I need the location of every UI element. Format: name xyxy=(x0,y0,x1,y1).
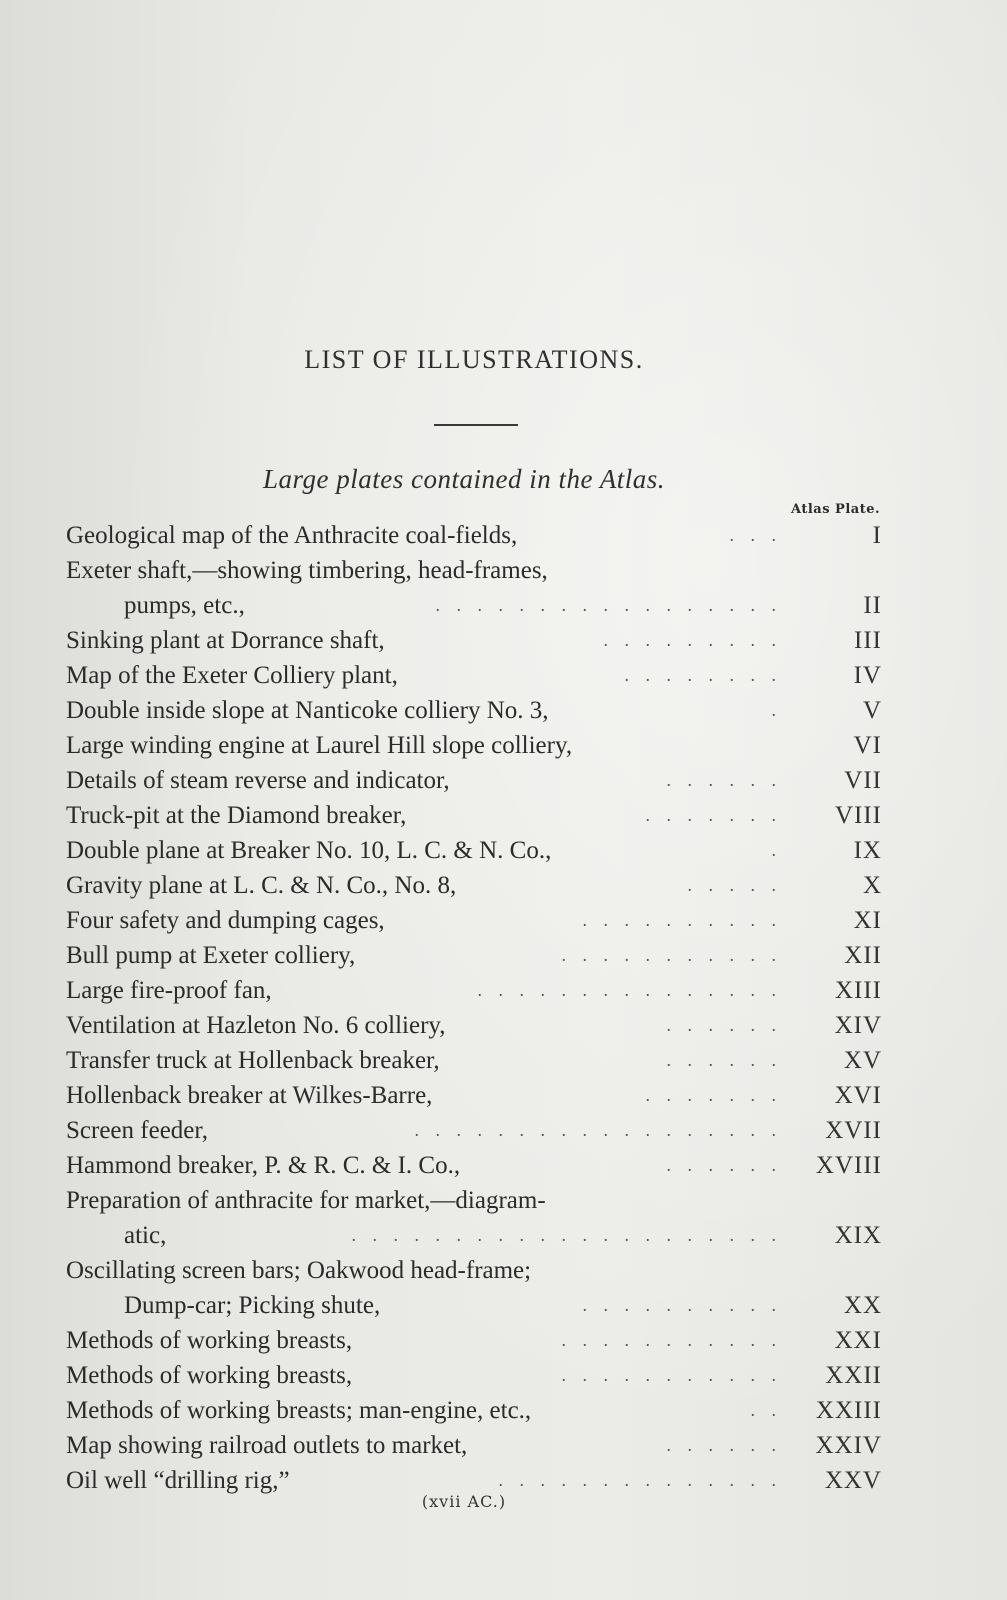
entry-leader-dots: . . . . . . . . xyxy=(624,665,782,685)
list-item xyxy=(66,1358,882,1393)
entry-leader-dots: . xyxy=(771,840,782,860)
list-item xyxy=(66,1218,882,1253)
list-item xyxy=(66,1078,882,1113)
list-item xyxy=(66,798,882,833)
atlas-plate-column-header: Atlas Plate. xyxy=(790,502,880,517)
entry-plate-number: XXI xyxy=(834,1327,882,1354)
entry-leader-dots: . . . . . . . . . . . xyxy=(561,945,782,965)
list-item xyxy=(66,938,882,973)
entry-plate-number: VI xyxy=(853,732,882,759)
entry-plate-number: IX xyxy=(853,837,882,864)
entry-leader-dots: . . . . . . . . . . . . . . . . . . xyxy=(414,1120,782,1140)
entry-plate-number: XI xyxy=(853,907,882,934)
list-item xyxy=(66,1008,882,1043)
entry-title: Double plane at Breaker No. 10, L. C. & N. Co., xyxy=(66,837,552,864)
entry-title: Ventilation at Hazleton No. 6 colliery, xyxy=(66,1012,446,1039)
entry-leader-dots: . . . . . . . xyxy=(645,805,782,825)
entry-leader-dots: . . . . . . xyxy=(666,1155,782,1175)
entry-plate-number: X xyxy=(862,872,882,899)
list-item xyxy=(66,1323,882,1358)
entry-leader-dots: . . . . . . . . . . . . . . . . . . . . . xyxy=(351,1225,782,1245)
entry-leader-dots: . . . . . . . xyxy=(645,1085,782,1105)
entry-title: Hammond breaker, P. & R. C. & I. Co., xyxy=(66,1152,461,1179)
list-item xyxy=(66,693,882,728)
entry-plate-number: XX xyxy=(843,1292,882,1319)
list-item xyxy=(66,1148,882,1183)
entry-title: Sinking plant at Dorrance shaft, xyxy=(66,627,385,654)
title-rule xyxy=(434,424,518,426)
entry-title: Oil well “drilling rig,” xyxy=(66,1467,290,1494)
entry-plate-number: VII xyxy=(844,767,882,794)
entry-title: Hollenback breaker at Wilkes-Barre, xyxy=(66,1082,433,1109)
entry-leader-dots: . . . . . . . . . . . xyxy=(561,1330,782,1350)
list-item xyxy=(66,833,882,868)
entry-leader-dots: . . xyxy=(750,1400,782,1420)
entry-title: Methods of working breasts; man-engine, etc., xyxy=(66,1397,532,1424)
section-subtitle: Large plates contained in the Atlas. xyxy=(263,464,665,494)
entry-plate-number: XII xyxy=(844,942,882,969)
entry-leader-dots: . . . xyxy=(729,525,782,545)
entry-plate-number: XVII xyxy=(825,1117,882,1144)
entry-title: pumps, etc., xyxy=(124,592,245,619)
entry-leader-dots: . . . . . . xyxy=(666,1435,782,1455)
entry-title: Details of steam reverse and indicator, xyxy=(66,767,450,794)
entry-leader-dots: . . . . . . . . . . . . . . . . . xyxy=(435,595,782,615)
entry-plate-number: XVI xyxy=(834,1082,882,1109)
entry-plate-number: XXV xyxy=(824,1467,882,1494)
entry-title: Truck-pit at the Diamond breaker, xyxy=(66,802,407,829)
list-item xyxy=(66,1428,882,1463)
page-signature: (xvii AC.) xyxy=(421,1492,507,1511)
entry-plate-number: XXIV xyxy=(815,1432,882,1459)
illustrations-list xyxy=(66,518,882,1498)
entry-leader-dots: . . . . . . . . . . xyxy=(582,910,782,930)
entry-leader-dots: . . . . . . . . . . . . . . xyxy=(498,1470,782,1490)
entry-plate-number: III xyxy=(854,627,882,654)
entry-title: Methods of working breasts, xyxy=(66,1362,353,1389)
entry-title: Large winding engine at Laurel Hill slope colliery, xyxy=(66,732,573,759)
list-item xyxy=(66,763,882,798)
list-item xyxy=(66,1113,882,1148)
entry-leader-dots: . . . . . xyxy=(687,875,782,895)
entry-leader-dots: . . . . . . xyxy=(666,1050,782,1070)
entry-title: Map showing railroad outlets to market, xyxy=(66,1432,468,1459)
entry-leader-dots: . . . . . . . . . . xyxy=(582,1295,782,1315)
list-item xyxy=(66,623,882,658)
entry-title: Methods of working breasts, xyxy=(66,1327,353,1354)
entry-title: atic, xyxy=(124,1222,167,1249)
entry-plate-number: II xyxy=(863,592,882,619)
page-title: LIST OF ILLUSTRATIONS. xyxy=(304,345,644,374)
list-item xyxy=(66,553,882,588)
entry-plate-number: XVIII xyxy=(815,1152,882,1179)
list-item xyxy=(66,1183,882,1218)
list-item xyxy=(66,518,882,553)
entry-plate-number: I xyxy=(872,522,882,549)
entry-plate-number: V xyxy=(862,697,882,724)
entry-plate-number: IV xyxy=(853,662,882,689)
entry-leader-dots: . . . . . . xyxy=(666,770,782,790)
list-item xyxy=(66,903,882,938)
entry-leader-dots: . . . . . . . . . xyxy=(603,630,782,650)
list-item xyxy=(66,658,882,693)
entry-leader-dots: . . . . . . . . . . . . . . . xyxy=(477,980,782,1000)
entry-plate-number: XIX xyxy=(834,1222,882,1249)
entry-title: Screen feeder, xyxy=(66,1117,208,1144)
entry-title: Exeter shaft,—showing timbering, head-frames, xyxy=(66,557,548,584)
entry-plate-number: VIII xyxy=(834,802,882,829)
entry-title: Oscillating screen bars; Oakwood head-frame; xyxy=(66,1257,532,1284)
entry-plate-number: XXII xyxy=(825,1362,882,1389)
entry-plate-number: XIII xyxy=(834,977,882,1004)
entry-plate-number: XIV xyxy=(834,1012,882,1039)
entry-title: Preparation of anthracite for market,—diagram- xyxy=(66,1187,546,1214)
entry-title: Gravity plane at L. C. & N. Co., No. 8, xyxy=(66,872,457,899)
entry-leader-dots: . . . . . . . . . . . xyxy=(561,1365,782,1385)
list-item xyxy=(66,973,882,1008)
entry-title: Four safety and dumping cages, xyxy=(66,907,385,934)
list-item xyxy=(66,1288,882,1323)
list-item xyxy=(66,868,882,903)
entry-title: Double inside slope at Nanticoke colliery No. 3, xyxy=(66,697,549,724)
entry-title: Map of the Exeter Colliery plant, xyxy=(66,662,398,689)
entry-title: Transfer truck at Hollenback breaker, xyxy=(66,1047,440,1074)
entry-title: Dump-car; Picking shute, xyxy=(124,1292,381,1319)
entry-leader-dots: . xyxy=(771,700,782,720)
entry-plate-number: XV xyxy=(843,1047,882,1074)
entry-plate-number: XXIII xyxy=(815,1397,882,1424)
list-item xyxy=(66,1393,882,1428)
list-item xyxy=(66,1043,882,1078)
list-item xyxy=(66,728,882,763)
list-item xyxy=(66,588,882,623)
entry-title: Large fire-proof fan, xyxy=(66,977,272,1004)
entry-title: Bull pump at Exeter colliery, xyxy=(66,942,356,969)
entry-leader-dots: . . . . . . xyxy=(666,1015,782,1035)
list-item xyxy=(66,1253,882,1288)
entry-title: Geological map of the Anthracite coal-fields, xyxy=(66,522,518,549)
